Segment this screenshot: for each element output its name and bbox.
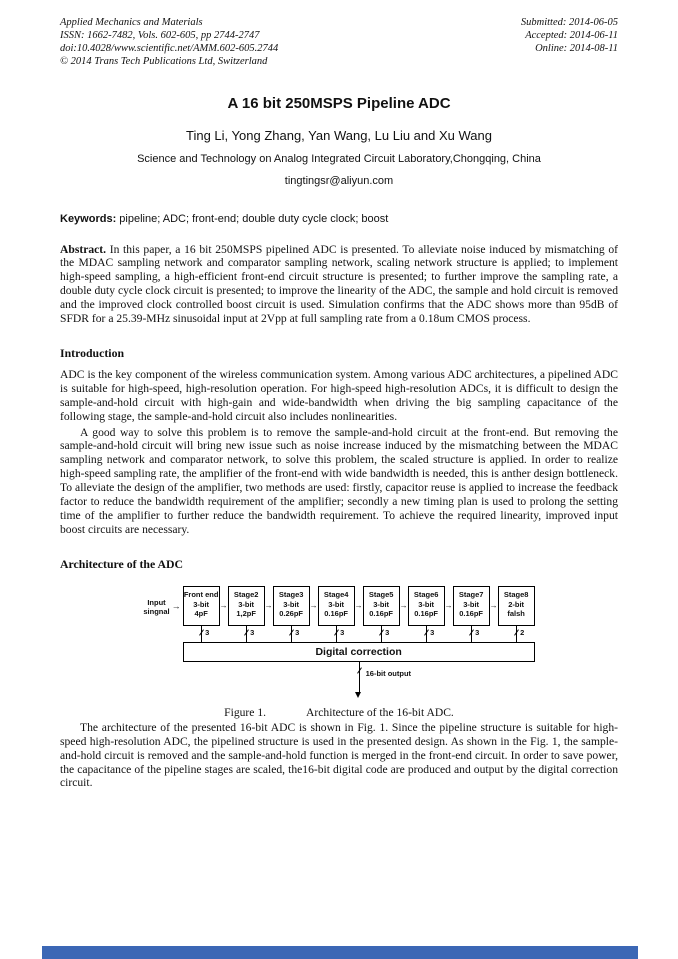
- stage-arrow-icon: →: [489, 600, 498, 610]
- bus-spacer: [490, 626, 498, 642]
- bus-connector: [453, 626, 490, 642]
- keywords-label: Keywords:: [60, 212, 117, 225]
- bus-line: [381, 626, 382, 642]
- stage-bits: 3-bit: [283, 599, 300, 609]
- bus-spacer: [265, 626, 273, 642]
- stage-name: Stage7: [458, 589, 484, 599]
- stage-cap: 1,2pF: [236, 609, 256, 619]
- keywords-text: pipeline; ADC; front-end; double duty cycle clock; boost: [116, 212, 389, 225]
- stage-bits: 3-bit: [373, 599, 390, 609]
- email-line: tingtingsr@aliyun.com: [284, 174, 394, 187]
- doi-line: doi:10.4028/www.scientific.net/AMM.602-605.2744: [60, 43, 279, 55]
- stage-name: Stage8: [503, 589, 529, 599]
- stage-name: Stage4: [323, 589, 349, 599]
- stage-arrow-icon: →: [219, 600, 228, 610]
- output-arrow: [183, 662, 535, 700]
- bus-connector: [183, 626, 220, 642]
- stage-cap: 0.26pF: [279, 609, 303, 619]
- stage-name: Stage2: [233, 589, 259, 599]
- bus-width-label: 3: [205, 627, 210, 637]
- digital-correction-box: Digital correction: [183, 642, 535, 662]
- stage-box-3: [273, 586, 310, 626]
- submitted-date: Submitted: 2014-06-05: [520, 17, 618, 28]
- stage-arrow-icon: →: [309, 600, 318, 610]
- stage-name: Stage6: [413, 589, 439, 599]
- bus-connector: [498, 626, 535, 642]
- intro-paragraph-2: A good way to solve this problem is to remove the sample-and-hold circuit at the front-end. But removing the sample-and-hold circuit will bring new issue such as noise increase induced by the mismatching between the MDAC sampling network and comparator network, to solve this problem, the scaled structure is applied. In order to realize high-speed sampling rate, the amplifier of the front-end with wide bandwidth is needed, this is anther design bottleneck. To alleviate the design of the amplifier, two methods are used: firstly, capacitor reuse is applied to increase the feedback factor to reduce the bandwidth requirement of the amplifier; secondly a new timing plan is used to prolong the setting time of the amplifier to further reduce the bandwidth requirement. To achieve the required linearity, improved input boost circuits are necessary.: [60, 425, 618, 536]
- stage-box-4: [318, 586, 355, 626]
- stage-cap: 4pF: [194, 609, 208, 619]
- stage-arrow-icon: →: [354, 600, 363, 610]
- bus-spacer: [445, 626, 453, 642]
- bus-width-label: 3: [475, 627, 480, 637]
- bus-line: [291, 626, 292, 642]
- intro-paragraph-1: ADC is the key component of the wireless communication system. Among various ADC architectures, a pipelined ADC is suitable for high-speed, high-resolution operation. For high-speed high-resolution ADCs, it is difficult to design the sample-and-hold circuit with high-gain and wide-bandwidth when driving the big sampling capacitance of the following stage, the sample-and-hold circuit also includes nonlinearities.: [60, 367, 618, 423]
- abstract-text: In this paper, a 16 bit 250MSPS pipelined ADC is presented. To alleviate noise induced by mismatching of the MDAC sampling network and comparator sampling network, scaling network structure is applied; to implement high-speed sampling, a high-efficient front-end circuit structure is presented; to further improve the sampling rate, a double duty cycle clock circuit is presented; to improve the linearity of the ADC, the sample and hold circuit is removed and the improved clock controlled boost circuit is used. Simulation confirms that the ADC shows more than 95dB of SFDR for a 25.39-MHz sinusoidal input at 2Vpp at full sampling rate from a 0.18um CMOS process.: [60, 242, 618, 326]
- figure-caption-text: Architecture of the 16-bit ADC.: [306, 705, 454, 719]
- keywords-line: [60, 213, 618, 225]
- stage-cap: 0.16pF: [324, 609, 348, 619]
- online-date: Online: 2014-08-11: [535, 43, 618, 55]
- bus-line: [471, 626, 472, 642]
- authors-line: Ting Li, Yong Zhang, Yan Wang, Lu Liu and Xu Wang: [186, 127, 492, 143]
- bus-width-label: 3: [250, 627, 255, 637]
- stage-arrow-icon: →: [444, 600, 453, 610]
- stage-bits: 3-bit: [418, 599, 435, 609]
- figure-caption: [60, 706, 618, 719]
- output-line: [359, 662, 360, 693]
- bus-spacer: [310, 626, 318, 642]
- bus-connector: [228, 626, 265, 642]
- issn-line: ISSN: 1662-7482, Vols. 602-605, pp 2744-2747: [60, 30, 260, 42]
- stage-cap: 0.16pF: [369, 609, 393, 619]
- bus-connector: [408, 626, 445, 642]
- stage-bits: 3-bit: [193, 599, 210, 609]
- bus-line: [201, 626, 202, 642]
- stage-bits: 3-bit: [238, 599, 255, 609]
- input-arrow-icon: →: [171, 600, 181, 611]
- bus-width-label: 3: [430, 627, 435, 637]
- stage-name: Front end: [183, 589, 219, 599]
- stage-bits: 2-bit: [508, 599, 525, 609]
- stage-box-8: [498, 586, 535, 626]
- output-arrowhead-icon: [355, 692, 361, 698]
- input-signal-label-line2: singnal: [143, 607, 170, 617]
- stage-name: Stage5: [368, 589, 394, 599]
- abstract-paragraph: [60, 243, 618, 326]
- bus-width-label: 3: [295, 627, 300, 637]
- paper-title: A 16 bit 250MSPS Pipeline ADC: [227, 94, 451, 112]
- footer-banner: [42, 946, 638, 959]
- input-signal-label: [143, 598, 169, 617]
- figure-diagram: [60, 586, 618, 700]
- journal-header-left: [60, 16, 278, 69]
- stage-arrow-icon: →: [264, 600, 273, 610]
- abstract-label: Abstract.: [60, 242, 107, 256]
- bus-spacer: [400, 626, 408, 642]
- section-heading-architecture: Architecture of the ADC: [60, 556, 184, 571]
- copyright-line: © 2014 Trans Tech Publications Ltd, Switzerland: [60, 56, 268, 68]
- pipeline-grid: [183, 586, 535, 700]
- bus-line: [426, 626, 427, 642]
- bus-width-label: 3: [385, 627, 390, 637]
- stage-cap: falsh: [507, 609, 525, 619]
- bus-width-label: 3: [340, 627, 345, 637]
- stage-box-6: [408, 586, 445, 626]
- bus-connector: [273, 626, 310, 642]
- bus-connector: [318, 626, 355, 642]
- bus-line: [336, 626, 337, 642]
- accepted-date: Accepted: 2014-06-11: [525, 30, 618, 42]
- stage-cap: 0.16pF: [459, 609, 483, 619]
- stage-box-7: [453, 586, 490, 626]
- bus-line: [246, 626, 247, 642]
- bus-line: [516, 626, 517, 642]
- stage-box-frontend: [183, 586, 220, 626]
- bus-connector: [363, 626, 400, 642]
- stage-bits: 3-bit: [328, 599, 345, 609]
- journal-header: [60, 16, 618, 69]
- stage-box-5: [363, 586, 400, 626]
- bus-spacer: [220, 626, 228, 642]
- output-label: 16-bit output: [365, 668, 412, 678]
- stage-box-2: [228, 586, 265, 626]
- stage-arrow-icon: →: [399, 600, 408, 610]
- bus-spacer: [355, 626, 363, 642]
- input-signal-label-line1: Input: [147, 597, 166, 607]
- figure-caption-number: Figure 1.: [224, 705, 267, 719]
- section-heading-introduction: Introduction: [60, 345, 125, 360]
- architecture-paragraph-1: The architecture of the presented 16-bit ADC is shown in Fig. 1. Since the pipeline structure is suitable for high-speed high-resolution ADC, the pipelined structure is used in the presented design. As shown in the Fig. 1, the sample-and-hold circuit is removed and the sample-and-hold function is merged in the front-end circuit. In order to save power, the capacitance of the pipeline stages are scaled, the16-bit digital code are produced and output by the digital correction circuit.: [60, 720, 618, 790]
- affiliation-line: Science and Technology on Analog Integrated Circuit Laboratory,Chongqing, China: [137, 152, 541, 165]
- journal-header-right: [521, 16, 618, 69]
- stage-cap: 0.16pF: [414, 609, 438, 619]
- stage-bits: 3-bit: [463, 599, 480, 609]
- bus-width-label: 2: [520, 627, 525, 637]
- stage-name: Stage3: [278, 589, 304, 599]
- journal-name: Applied Mechanics and Materials: [60, 17, 203, 28]
